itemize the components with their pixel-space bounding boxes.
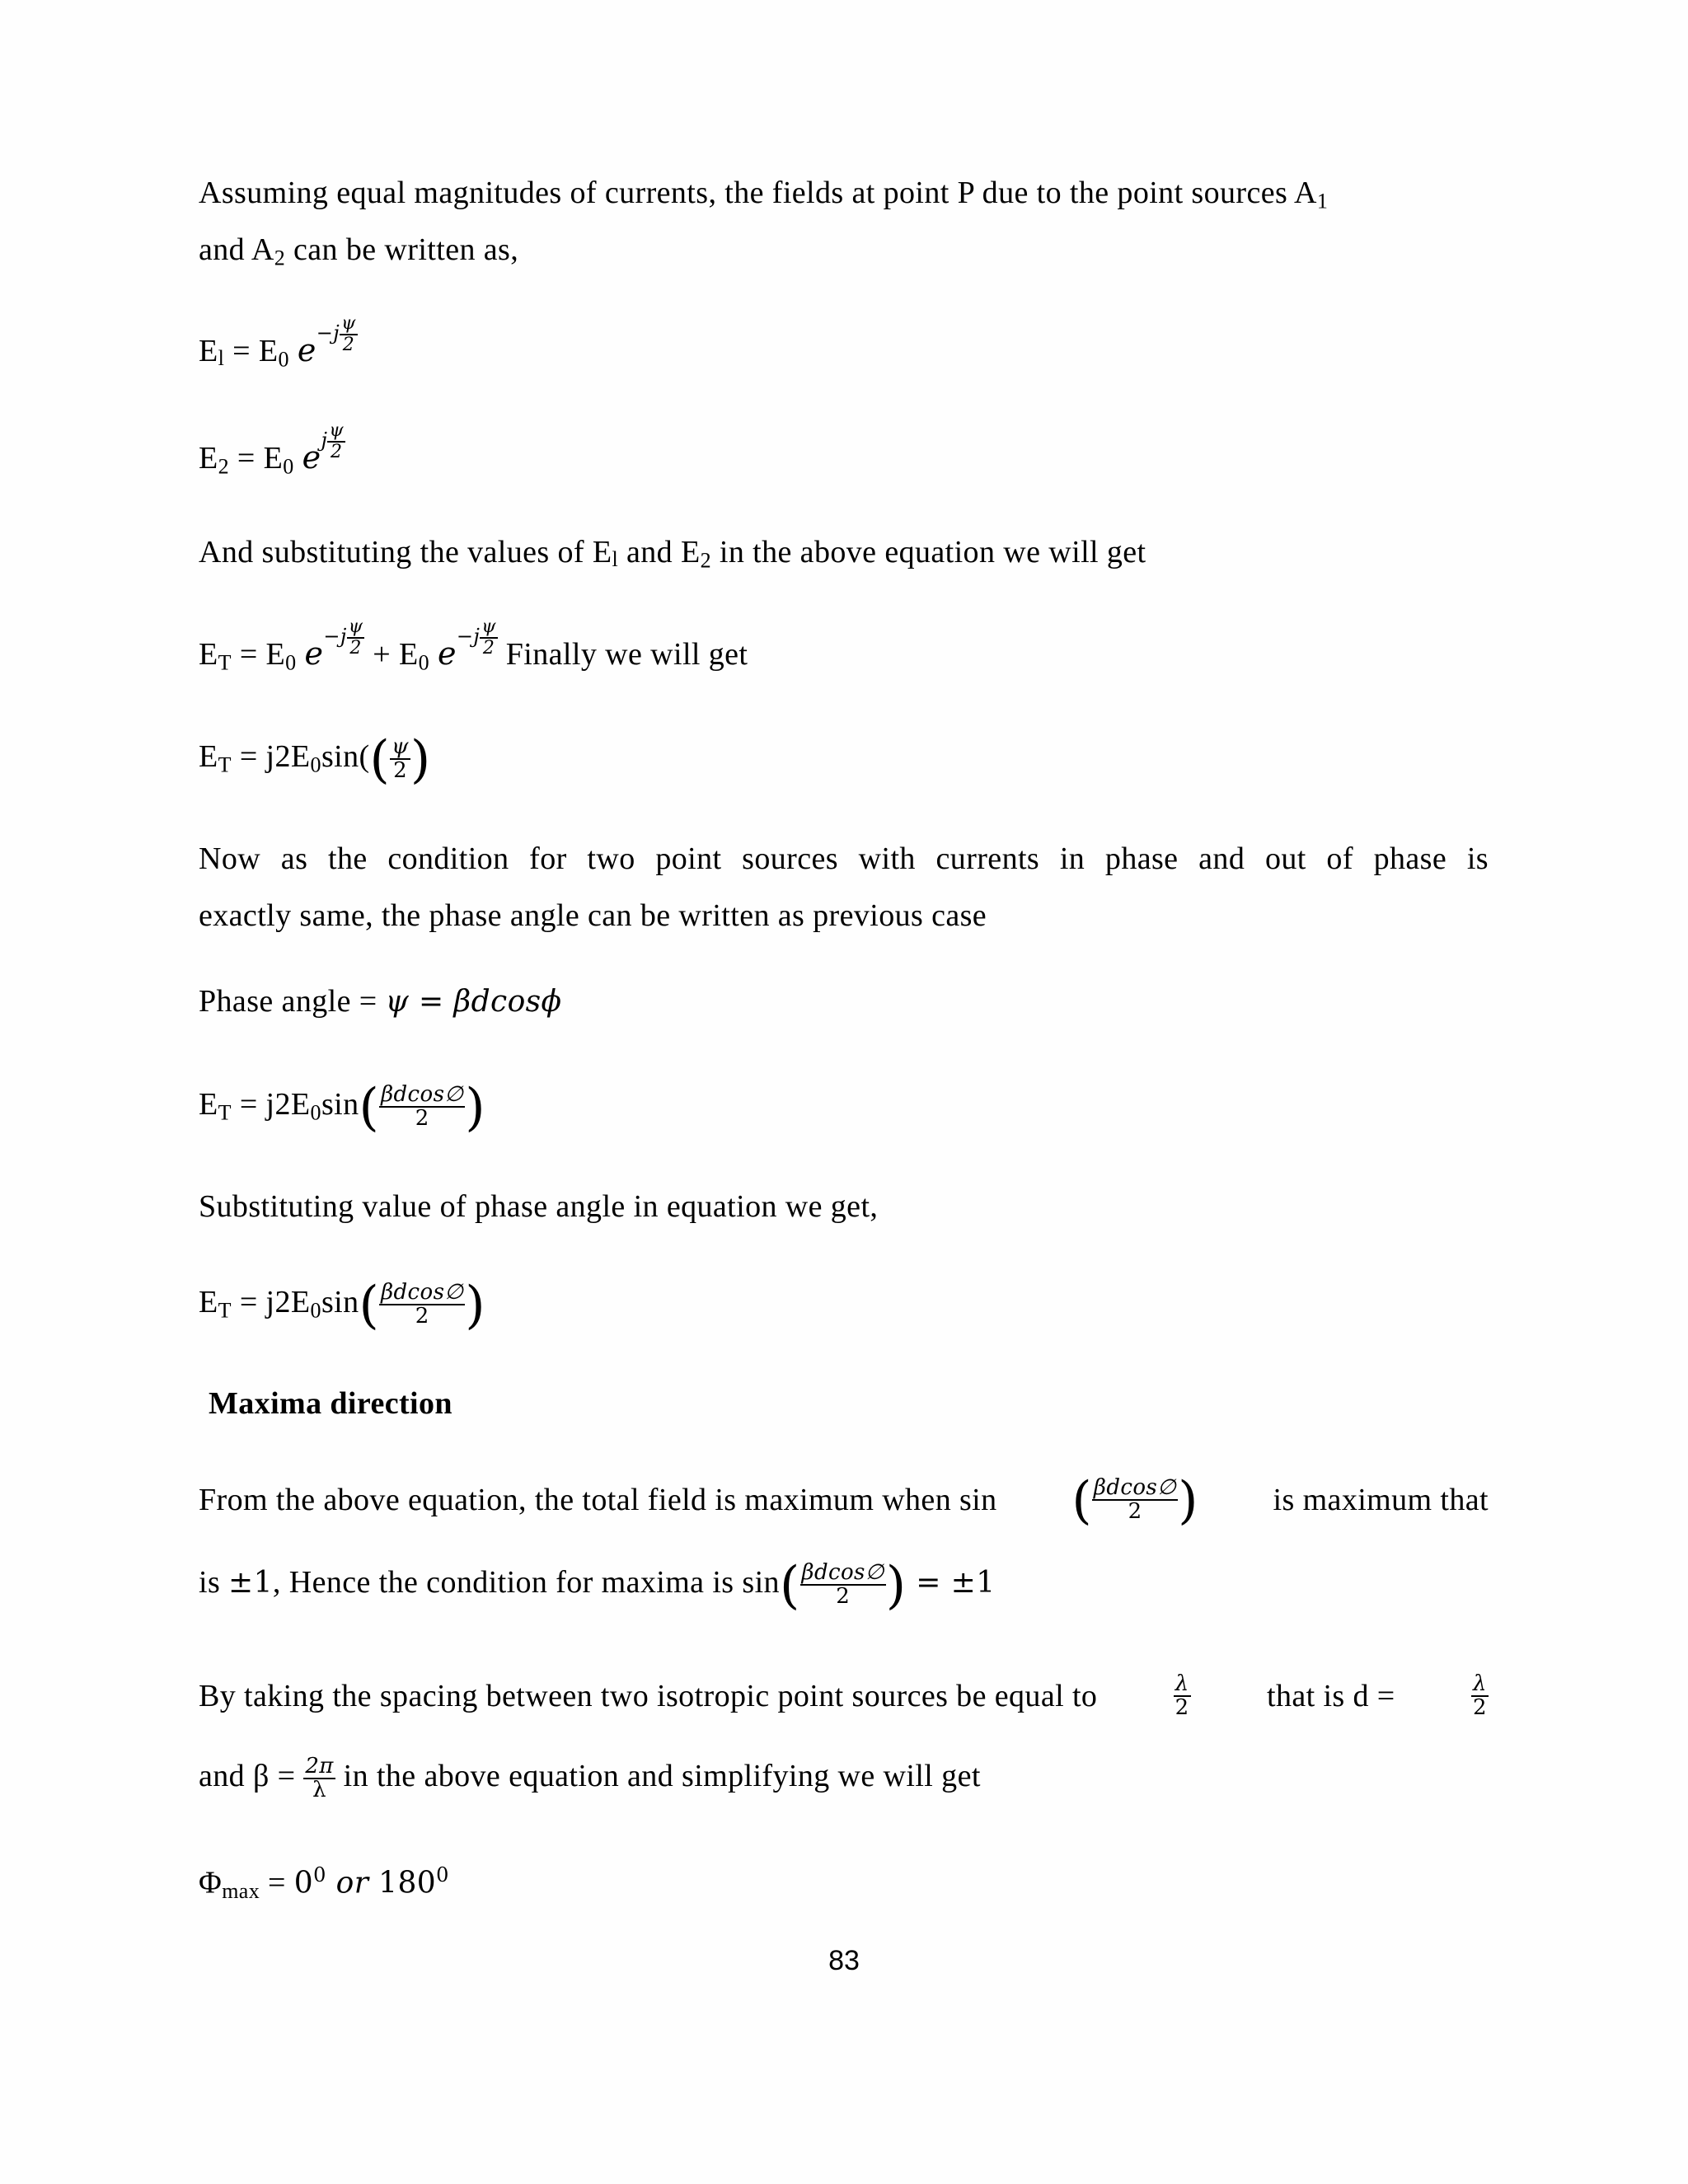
paren: ) [465, 1076, 485, 1137]
paragraph-7 [199, 1673, 1489, 1720]
text: and A [199, 232, 274, 267]
eq-text: = E [231, 637, 286, 672]
denominator: λ [312, 1778, 326, 1803]
exponent [316, 312, 358, 354]
fraction-2pi-over-lambda [303, 1755, 335, 1802]
subscript: 0 [278, 347, 289, 372]
denominator: 2 [415, 1304, 429, 1329]
paragraph-1-line-1 [199, 172, 1328, 213]
numerator: ψ [348, 616, 363, 638]
subscript: 0 [283, 454, 294, 479]
subscript: 1 [1316, 189, 1329, 213]
numerator: λ [1473, 1671, 1487, 1696]
denominator: 2 [1128, 1499, 1142, 1525]
math: ψ = βdcosϕ [385, 985, 562, 1019]
exp-fraction [480, 617, 498, 657]
denominator: 2 [393, 758, 408, 784]
eq-text: + E [364, 637, 419, 672]
exp-base: e [304, 635, 324, 672]
function: sin [321, 1087, 359, 1122]
numerator: 2π [305, 1754, 334, 1779]
exp-base: e [302, 439, 321, 476]
denominator: 2 [482, 637, 495, 658]
subscript: 2 [274, 246, 286, 270]
subscript: T [218, 752, 232, 777]
sin-fraction-group [1071, 1469, 1198, 1530]
exp-base: e [437, 635, 457, 672]
paren: ( [369, 729, 391, 790]
text: and E [618, 535, 701, 569]
paren: ( [1071, 1469, 1092, 1530]
numerator: βdcos∅ [381, 1280, 464, 1305]
subscript: 0 [310, 752, 321, 777]
math: 0 [293, 1866, 314, 1900]
exp-prefix: −j [316, 321, 340, 344]
math: ±1 [228, 1566, 273, 1601]
text: Now as the condition for two point sources with currents in phase and out of phase is [199, 841, 1489, 876]
eq-lhs: E [199, 739, 218, 775]
superscript: 0 [313, 1863, 326, 1886]
numerator: λ [1175, 1671, 1189, 1696]
numerator: ψ [329, 420, 344, 442]
subscript: 0 [418, 650, 430, 675]
eq-text: = E [224, 334, 279, 368]
paren: ) [410, 729, 431, 790]
eq-text: = j2E [231, 1285, 311, 1320]
paragraph-6 [199, 1554, 996, 1615]
equation-et-sin-psi [199, 729, 431, 790]
eq-lhs: E [199, 334, 218, 368]
subscript: 2 [218, 454, 230, 479]
exp-prefix: j [321, 429, 328, 452]
paren: ) [885, 1554, 907, 1615]
exponent [323, 616, 364, 658]
paragraph-3-line-1 [199, 838, 1489, 879]
denominator: 2 [1175, 1695, 1189, 1721]
subscript: 0 [310, 1298, 321, 1323]
text: and β = [199, 1759, 304, 1794]
math: or [326, 1866, 379, 1900]
text: in the above equation we will get [711, 535, 1146, 569]
paragraph-2 [199, 532, 1146, 573]
eq-text: = E [229, 441, 284, 476]
exp-base: e [297, 332, 316, 368]
exp-prefix: −j [323, 625, 347, 648]
fraction [390, 736, 410, 783]
denominator: 2 [349, 637, 362, 658]
subscript: l [612, 547, 619, 572]
eq-lhs: E [199, 441, 218, 476]
exp-fraction [327, 421, 345, 461]
result-phi-max [199, 1854, 449, 1905]
paren: ) [1178, 1469, 1198, 1530]
subscript: max [222, 1879, 260, 1904]
eq-lhs: E [199, 1087, 218, 1122]
page-number: 83 [828, 1945, 860, 1976]
numerator: ψ [341, 313, 356, 335]
denominator: 2 [330, 441, 343, 462]
equation-et-3 [199, 1076, 485, 1137]
text: From the above equation, the total field is maximum when sin [199, 1483, 997, 1518]
heading-text: Maxima direction [209, 1386, 452, 1421]
text: Assuming equal magnitudes of currents, the fields at point P due to the point sources A [199, 176, 1317, 210]
numerator: ψ [481, 616, 496, 638]
subscript: 2 [700, 548, 711, 573]
paragraph-8 [199, 1755, 981, 1802]
fraction [379, 1084, 465, 1131]
paren: ( [359, 1274, 380, 1335]
equation-e2 [199, 420, 345, 483]
subscript: T [218, 1100, 232, 1125]
function: sin( [321, 739, 370, 775]
text: And substituting the values of E [199, 535, 612, 569]
numerator: βdcos∅ [381, 1082, 464, 1107]
paragraph-1-line-2 [199, 229, 518, 270]
denominator: 2 [342, 334, 355, 355]
paragraph-3-line-2 [199, 895, 987, 936]
eq-lhs: E [199, 1285, 218, 1320]
exp-fraction [347, 617, 365, 657]
numerator: βdcos∅ [801, 1560, 884, 1585]
paragraph-4 [199, 1186, 878, 1227]
text: Substituting value of phase angle in equation we get, [199, 1189, 879, 1224]
superscript: 0 [436, 1863, 449, 1886]
text: exactly same, the phase angle can be written as previous case [199, 898, 987, 933]
exponent [457, 616, 498, 658]
eq-text: = [260, 1865, 294, 1900]
fraction [800, 1562, 886, 1609]
subscript: l [218, 346, 225, 371]
exp-prefix: −j [456, 625, 481, 648]
function: sin [321, 1285, 359, 1320]
numerator: ψ [392, 734, 409, 759]
fraction [1092, 1477, 1178, 1524]
paren: ( [359, 1076, 380, 1137]
math: 180 [378, 1866, 437, 1900]
subscript: 0 [285, 650, 297, 675]
eq-lhs: Φ [199, 1865, 223, 1900]
exp-fraction [340, 314, 358, 354]
text: Finally we will get [497, 637, 748, 672]
text: can be written as, [285, 232, 519, 267]
text: in the above equation and simplifying we will get [335, 1759, 981, 1794]
text: that is d = [1266, 1679, 1395, 1714]
text: Phase angle = [199, 984, 386, 1019]
paren: ) [465, 1274, 485, 1335]
fraction-lambda-over-2 [1471, 1673, 1489, 1720]
text: , Hence the condition for maxima is sin [272, 1565, 780, 1601]
exponent [321, 419, 345, 462]
eq-text: = j2E [231, 739, 311, 775]
paragraph-5 [199, 1469, 1489, 1530]
eq-text: = j2E [231, 1087, 311, 1122]
equation-et-sum [199, 616, 748, 679]
equation-e1 [199, 313, 358, 376]
paren: ( [779, 1554, 800, 1615]
denominator: 2 [1473, 1695, 1487, 1721]
denominator: 2 [415, 1106, 429, 1132]
subscript: T [218, 1298, 232, 1323]
text: is [199, 1565, 229, 1601]
fraction-lambda-over-2 [1174, 1673, 1191, 1720]
math: = ±1 [906, 1566, 996, 1601]
subscript: 0 [310, 1100, 321, 1125]
text: is maximum that [1273, 1483, 1489, 1518]
phase-angle [199, 981, 561, 1023]
fraction [379, 1282, 465, 1329]
text: By taking the spacing between two isotropic point sources be equal to [199, 1679, 1098, 1714]
section-heading [209, 1383, 452, 1424]
subscript: T [218, 650, 232, 675]
equation-et-4 [199, 1274, 485, 1335]
denominator: 2 [836, 1584, 851, 1610]
eq-lhs: E [199, 637, 218, 672]
numerator: βdcos∅ [1093, 1475, 1177, 1500]
